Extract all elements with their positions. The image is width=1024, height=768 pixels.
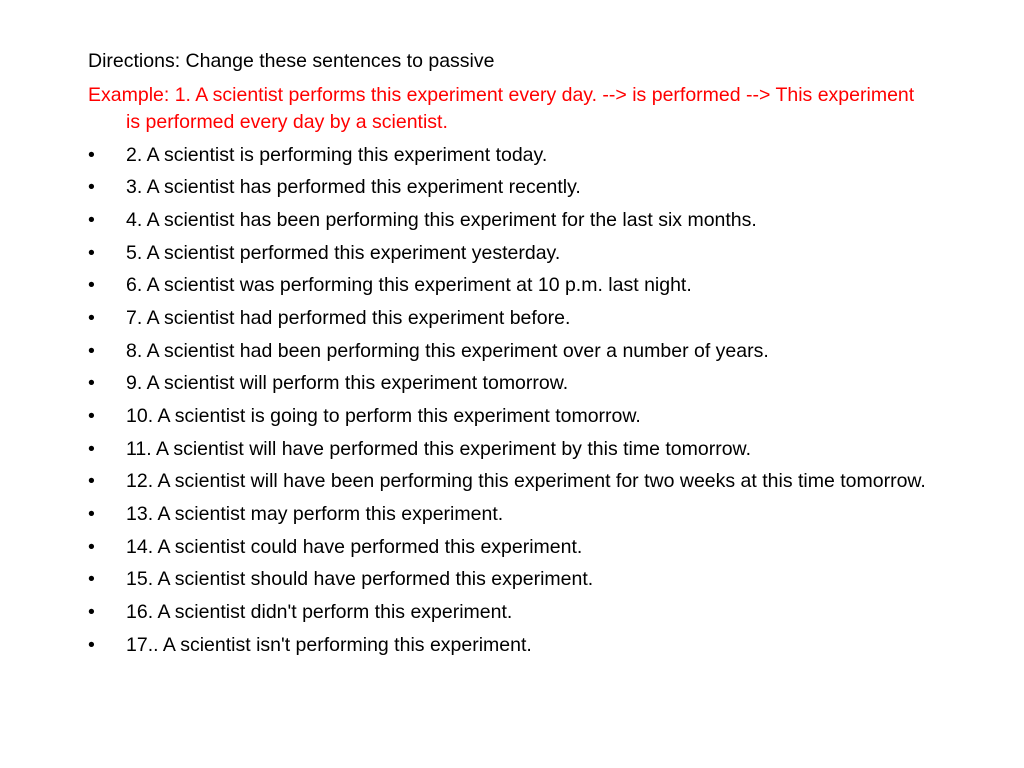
bullet-icon: • xyxy=(88,568,95,591)
bullet-icon: • xyxy=(88,176,95,199)
list-item xyxy=(88,632,928,660)
list-item xyxy=(88,501,928,529)
list-item xyxy=(88,403,928,431)
list-item xyxy=(88,338,928,366)
sentence-text: 15. A scientist should have performed this experiment. xyxy=(126,568,594,591)
list-item xyxy=(88,566,928,594)
bullet-icon: • xyxy=(88,437,95,460)
sentence-list xyxy=(88,142,928,660)
sentence-text: 4. A scientist has been performing this experiment for the last six months. xyxy=(126,208,757,231)
bullet-icon: • xyxy=(88,208,95,231)
sentence-text: 8. A scientist had been performing this experiment over a number of years. xyxy=(126,339,769,362)
list-item xyxy=(88,599,928,627)
bullet-icon: • xyxy=(88,470,95,493)
sentence-text: 2. A scientist is performing this experiment today. xyxy=(126,143,548,166)
directions-text: Directions: Change these sentences to passive xyxy=(88,50,495,72)
bullet-icon: • xyxy=(88,503,95,526)
sentence-text: 9. A scientist will perform this experiment tomorrow. xyxy=(126,372,569,395)
list-item xyxy=(88,468,928,496)
sentence-text: 11. A scientist will have performed this experiment by this time tomorrow. xyxy=(126,437,751,460)
bullet-icon: • xyxy=(88,143,95,166)
list-item xyxy=(88,436,928,464)
bullet-icon: • xyxy=(88,339,95,362)
sentence-text: 3. A scientist has performed this experiment recently. xyxy=(126,176,581,199)
bullet-icon: • xyxy=(88,372,95,395)
sentence-text: 14. A scientist could have performed this experiment. xyxy=(126,535,583,558)
bullet-icon: • xyxy=(88,601,95,624)
list-item xyxy=(88,534,928,562)
example-text: Example: 1. A scientist performs this experiment every day. --> is performed --> This experiment is performed every day by a scientist. xyxy=(88,83,915,133)
list-item xyxy=(88,174,928,202)
bullet-icon: • xyxy=(88,241,95,264)
bullet-icon: • xyxy=(88,274,95,297)
sentence-text: 13. A scientist may perform this experiment. xyxy=(126,503,504,526)
sentence-text: 6. A scientist was performing this experiment at 10 p.m. last night. xyxy=(126,274,692,297)
sentence-text: 5. A scientist performed this experiment yesterday. xyxy=(126,241,561,264)
list-item xyxy=(88,370,928,398)
slide-content xyxy=(88,48,928,665)
list-item xyxy=(88,240,928,268)
bullet-icon: • xyxy=(88,535,95,558)
list-item xyxy=(88,207,928,235)
sentence-text: 10. A scientist is going to perform this experiment tomorrow. xyxy=(126,405,641,427)
sentence-text: 7. A scientist had performed this experiment before. xyxy=(126,306,571,329)
bullet-icon: • xyxy=(88,306,95,329)
bullet-icon: • xyxy=(88,633,95,656)
sentence-text: 16. A scientist didn't perform this experiment. xyxy=(126,601,513,624)
sentence-text: 17.. A scientist isn't performing this experiment. xyxy=(126,633,532,656)
bullet-icon: • xyxy=(88,405,95,427)
list-item xyxy=(88,272,928,300)
list-item xyxy=(88,305,928,333)
sentence-text: 12. A scientist will have been performing this experiment for two weeks at this time tomorrow. xyxy=(126,470,926,493)
list-item xyxy=(88,142,928,170)
